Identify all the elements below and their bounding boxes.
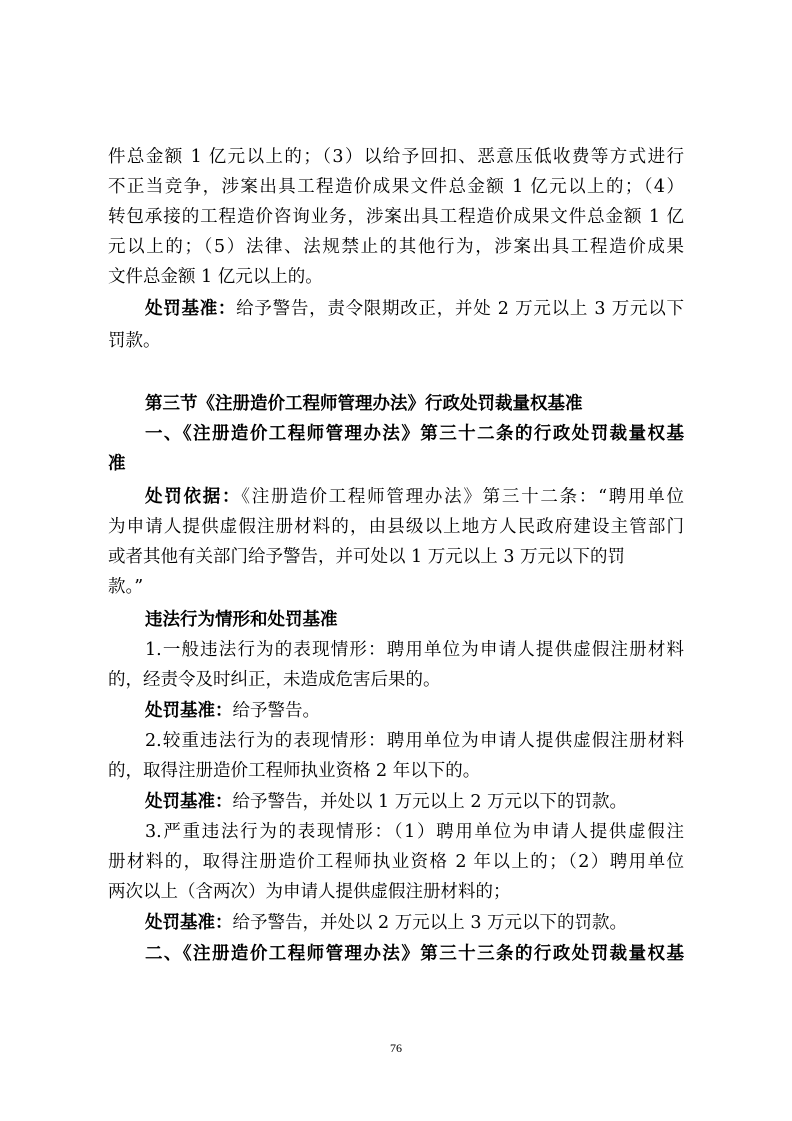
case-general: 1.一般违法行为的表现情形：聘用单位为申请人提供虚假注册材料 bbox=[145, 640, 684, 660]
basis-text: 《注册造价工程师管理办法》第三十二条：“聘用单位 bbox=[241, 487, 684, 507]
penalty-paragraph bbox=[145, 790, 684, 814]
penalty-label: 处罚基准： bbox=[145, 299, 237, 319]
body-line: 的，取得注册造价工程师执业资格 2 年以下的。 bbox=[108, 761, 481, 781]
article-heading: 二、《注册造价工程师管理办法》第三十三条的行政处罚裁量权基 bbox=[145, 944, 684, 964]
body-line: 文件总金额 1 亿元以上的。 bbox=[108, 267, 323, 287]
penalty-label: 处罚基准： bbox=[145, 913, 233, 933]
body-line: 不正当竞争，涉案出具工程造价成果文件总金额 1 亿元以上的；（4） bbox=[108, 177, 684, 197]
subheading: 违法行为情形和处罚基准 bbox=[145, 610, 338, 630]
penalty-label: 处罚基准： bbox=[145, 792, 233, 812]
penalty-paragraph bbox=[145, 699, 684, 723]
penalty-paragraph bbox=[145, 911, 684, 935]
article-heading: 一、《注册造价工程师管理办法》第三十二条的行政处罚裁量权基 bbox=[145, 424, 684, 444]
penalty-text: 给予警告，责令限期改正，并处 2 万元以上 3 万元以下 bbox=[236, 299, 684, 319]
body-line: 转包承接的工程造价咨询业务，涉案出具工程造价成果文件总金额 1 亿 bbox=[108, 207, 684, 227]
body-line: 两次以上（含两次）为申请人提供虚假注册材料的； bbox=[108, 882, 511, 902]
case-serious: 2.较重违法行为的表现情形：聘用单位为申请人提供虚假注册材料 bbox=[145, 731, 684, 751]
penalty-text: 给予警告。 bbox=[232, 701, 320, 721]
penalty-text: 给予警告，并处以 1 万元以上 2 万元以下的罚款。 bbox=[232, 792, 628, 812]
case-severe: 3.严重违法行为的表现情形：（1）聘用单位为申请人提供虚假注 bbox=[145, 822, 684, 842]
body-line: 款。” bbox=[108, 577, 144, 597]
penalty-label: 处罚基准： bbox=[145, 701, 233, 721]
body-line: 元以上的；（5）法律、法规禁止的其他行为，涉案出具工程造价成果 bbox=[108, 237, 684, 257]
page-number: 76 bbox=[390, 1041, 402, 1055]
body-line: 的，经责令及时纠正，未造成危害后果的。 bbox=[108, 670, 441, 690]
basis-paragraph bbox=[145, 485, 684, 509]
article-heading-continued: 准 bbox=[108, 454, 126, 474]
body-line: 件总金额 1 亿元以上的；（3）以给予回扣、恶意压低收费等方式进行 bbox=[108, 147, 684, 167]
penalty-paragraph bbox=[145, 297, 684, 321]
section-heading: 第三节《注册造价工程师管理办法》行政处罚裁量权基准 bbox=[145, 394, 583, 414]
body-line: 为申请人提供虚假注册材料的，由县级以上地方人民政府建设主管部门 bbox=[108, 517, 684, 537]
body-line: 册材料的，取得注册造价工程师执业资格 2 年以上的；（2）聘用单位 bbox=[108, 852, 684, 872]
body-line: 罚款。 bbox=[108, 331, 161, 351]
penalty-text: 给予警告，并处以 2 万元以上 3 万元以下的罚款。 bbox=[232, 913, 628, 933]
basis-label: 处罚依据： bbox=[145, 487, 242, 507]
body-line: 或者其他有关部门给予警告，并可处以 1 万元以上 3 万元以下的罚 bbox=[108, 547, 626, 567]
